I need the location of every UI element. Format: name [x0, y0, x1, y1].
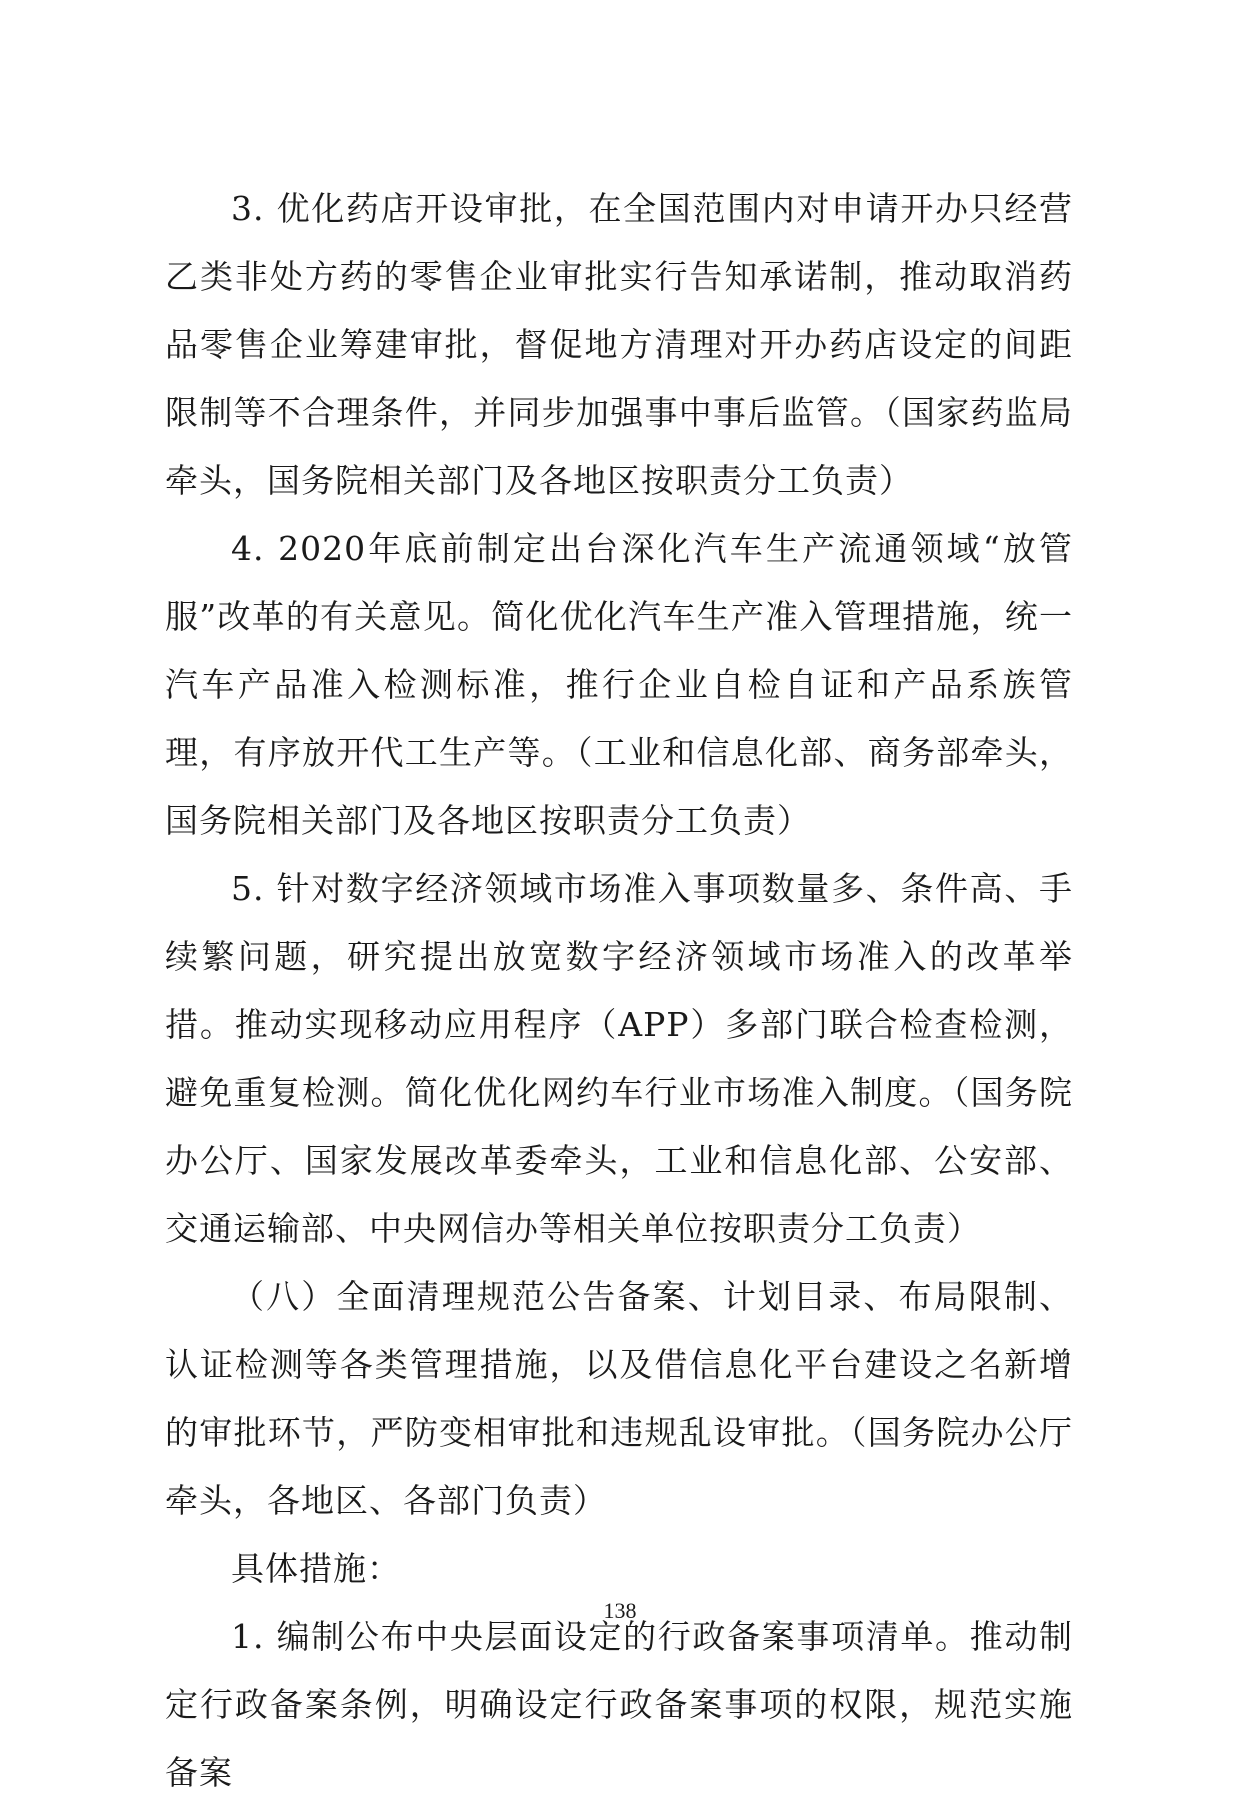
paragraph-section-eight: （八）全面清理规范公告备案、计划目录、布局限制、认证检测等各类管理措施，以及借信息化平台建设之名新增的审批环节，严防变相审批和违规乱设审批。（国务院办公厅牵头，各地区、各部门负责）: [165, 1277, 1073, 1520]
document-body: [165, 175, 1073, 1807]
paragraph-auto-industry-reform: 4. 2020年底前制定出台深化汽车生产流通领域“放管服”改革的有关意见。简化优化汽车生产准入管理措施，统一汽车产品准入检测标准，推行企业自检自证和产品系族管理，有序放开代工生产等。（工业和信息化部、商务部牵头，国务院相关部门及各地区按职责分工负责）: [165, 529, 1073, 840]
paragraph-specific-measures-heading: 具体措施：: [231, 1549, 401, 1588]
paragraph-pharmacy-approval: 3. 优化药店开设审批，在全国范围内对申请开办只经营乙类非处方药的零售企业审批实行告知承诺制，推动取消药品零售企业筹建审批，督促地方清理对开办药店设定的间距限制等不合理条件，并同步加强事中事后监管。（国家药监局牵头，国务院相关部门及各地区按职责分工负责）: [165, 189, 1073, 500]
paragraph-digital-economy-access: 5. 针对数字经济领域市场准入事项数量多、条件高、手续繁问题，研究提出放宽数字经济领域市场准入的改革举措。推动实现移动应用程序（APP）多部门联合检查检测，避免重复检测。简化优化网约车行业市场准入制度。（国务院办公厅、国家发展改革委牵头，工业和信息化部、公安部、交通运输部、中央网信办等相关单位按职责分工负责）: [165, 869, 1073, 1248]
paragraph-filing-list: 1. 编制公布中央层面设定的行政备案事项清单。推动制定行政备案条例，明确设定行政备案事项的权限，规范实施备案: [165, 1617, 1073, 1792]
page-number: 138: [603, 1598, 637, 1623]
